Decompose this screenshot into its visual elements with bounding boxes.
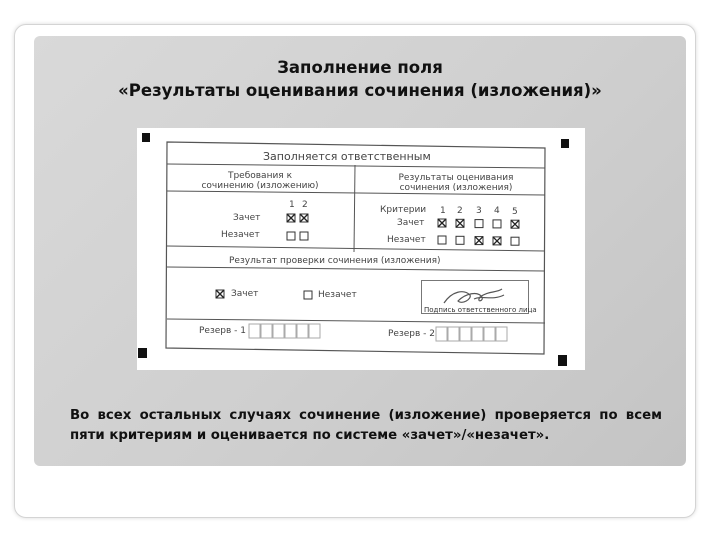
- crit-checkbox-r0-c3: [493, 220, 501, 228]
- slide-title-line1: Заполнение поля: [277, 58, 443, 77]
- slide-title: [34, 56, 686, 102]
- results-title: [381, 173, 531, 193]
- final-pass-checkbox: [216, 290, 224, 298]
- crit-checkbox-r0-c0: [438, 219, 446, 227]
- crit-number-1: 1: [440, 206, 446, 216]
- req-checkbox-r0-c0: [287, 214, 295, 222]
- slide-title-line2: «Результаты оценивания сочинения (изложения)»: [118, 81, 602, 100]
- final-pass-label: Зачет: [231, 289, 259, 299]
- final-fail-checkbox: [304, 291, 312, 299]
- crit-row-label-fail: Незачет: [387, 235, 426, 245]
- crit-row-label-pass: Зачет: [397, 218, 425, 228]
- results-title-line1: Результаты оценивания: [398, 173, 514, 183]
- body-text: Во всех остальных случаях сочинение (изложение) проверяется по всем пяти критериям и оценивается по системе «зачет»/«незачет».: [70, 408, 662, 443]
- form-header: Заполняется ответственным: [263, 150, 431, 163]
- req-row-label-fail: Незачет: [221, 230, 260, 240]
- crit-checkbox-r0-c4: [511, 220, 519, 228]
- corner-marker-tr: [561, 139, 569, 148]
- form-scan: [137, 128, 585, 370]
- requirements-title: [185, 171, 335, 191]
- requirement-checkboxes: [287, 214, 308, 240]
- corner-marker-tl: [142, 133, 150, 142]
- crit-number-5: 5: [512, 207, 518, 217]
- req-number-1: 1: [289, 200, 295, 210]
- crit-checkbox-r1-c0: [438, 236, 446, 244]
- corner-marker-br: [558, 355, 567, 366]
- crit-number-2: 2: [457, 206, 463, 216]
- crit-checkbox-r1-c2: [475, 237, 483, 245]
- signature-caption: Подпись ответственного лица: [424, 306, 537, 314]
- reserve2-label: Резерв - 2: [388, 329, 435, 339]
- crit-checkbox-r0-c1: [456, 219, 464, 227]
- results-title-line2: сочинения (изложения): [399, 183, 513, 193]
- crit-number-3: 3: [476, 206, 482, 216]
- reserve1-label: Резерв - 1: [199, 326, 246, 336]
- crit-number-4: 4: [494, 206, 500, 216]
- corner-marker-bl: [138, 348, 147, 358]
- req-checkbox-r1-c1: [300, 232, 308, 240]
- req-number-2: 2: [302, 200, 308, 210]
- req-checkbox-r0-c1: [300, 214, 308, 222]
- req-checkbox-r1-c0: [287, 232, 295, 240]
- check-results-title: Результат проверки сочинения (изложения): [229, 256, 441, 266]
- crit-checkbox-r1-c4: [511, 237, 519, 245]
- requirements-title-line1: Требования к: [227, 171, 293, 181]
- requirements-title-line2: сочинению (изложению): [201, 181, 319, 191]
- final-fail-label: Незачет: [318, 290, 357, 300]
- crit-checkbox-r1-c3: [493, 237, 501, 245]
- criteria-label: Критерии: [380, 205, 427, 215]
- crit-checkbox-r1-c1: [456, 236, 464, 244]
- criteria-checkboxes: [438, 219, 519, 245]
- crit-checkbox-r0-c2: [475, 220, 483, 228]
- req-row-label-pass: Зачет: [233, 213, 261, 223]
